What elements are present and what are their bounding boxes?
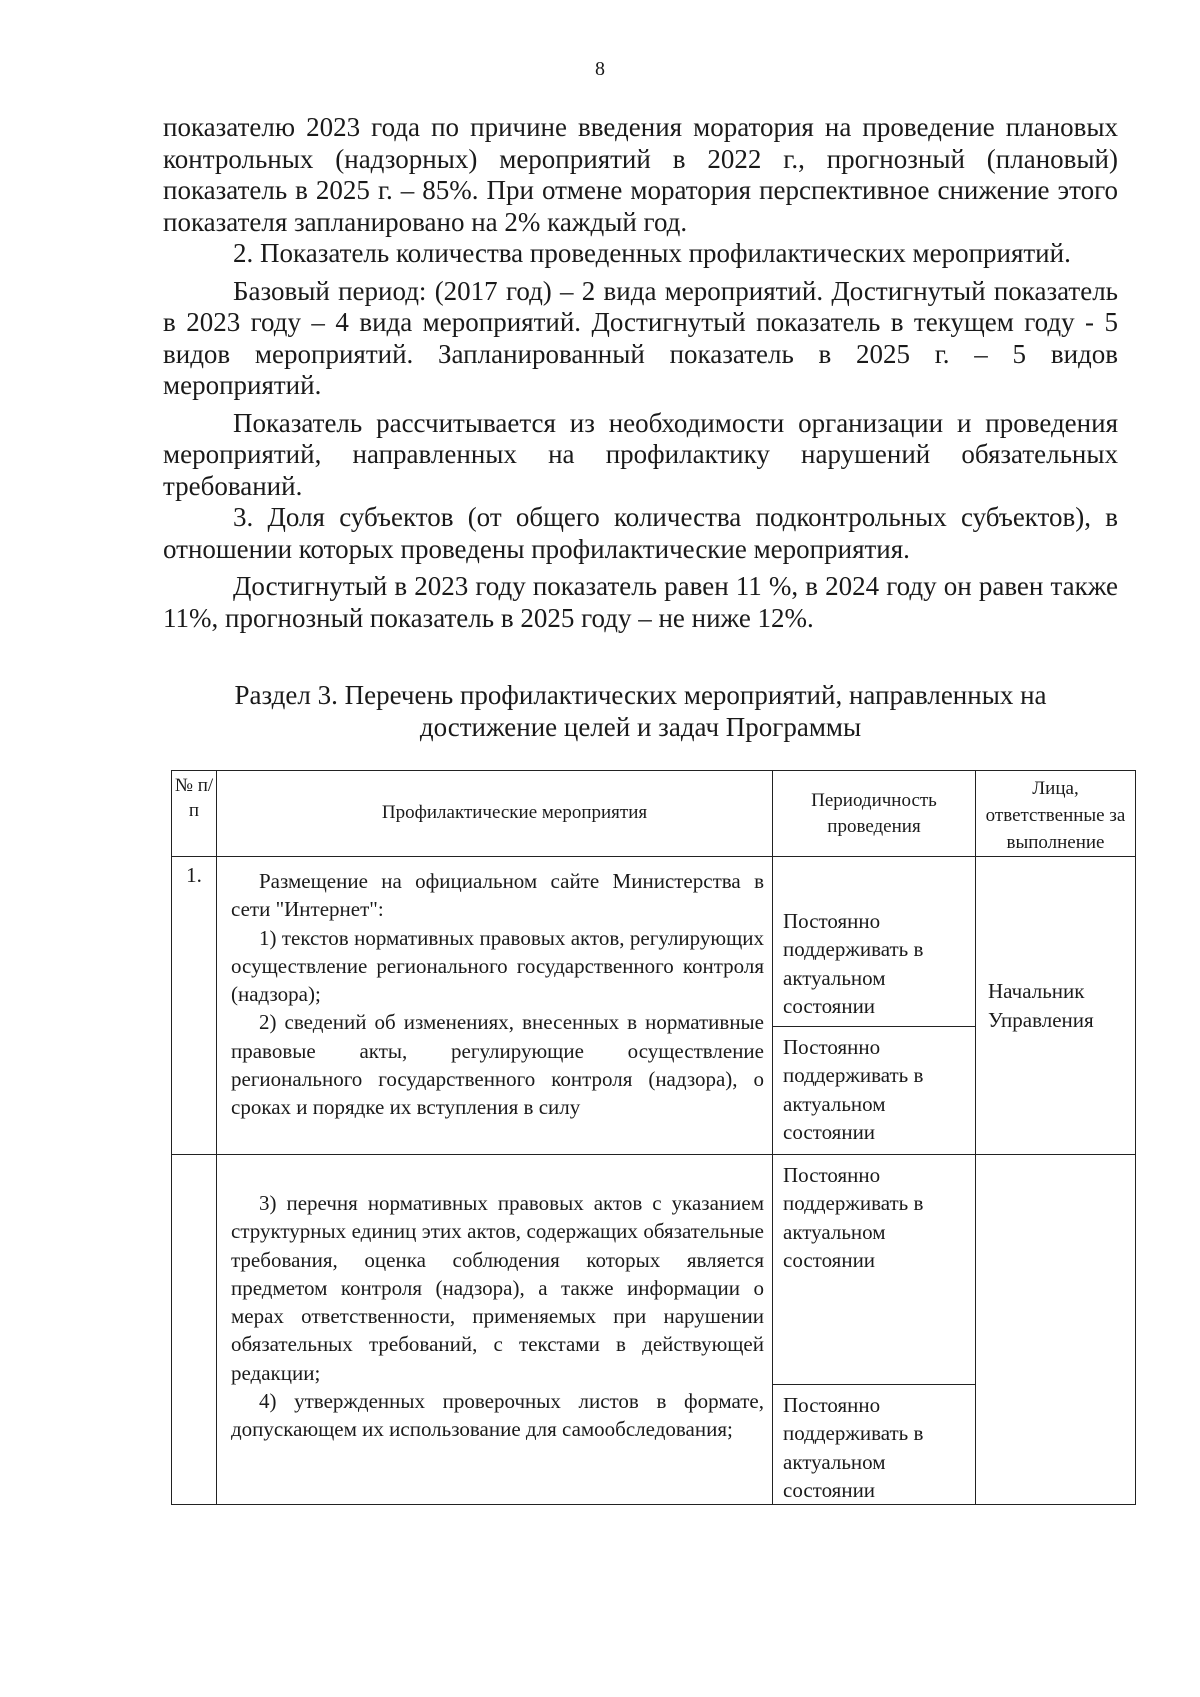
paragraph-indicator-3: 3. Доля субъектов (от общего количества подконтрольных субъектов), в отношении которых проведены профилактические мероприятия. <box>163 502 1118 564</box>
responsible-person <box>976 1155 1136 1505</box>
paragraph-base-period: Базовый период: (2017 год) – 2 вида мероприятий. Достигнутый показатель в 2023 году – 4 вида мероприятий. Достигнутый показатель в текущем году - 5 видов мероприятий. Запланированный показатель в 2025 г. – 5 видов мероприятий. <box>163 275 1118 400</box>
periodicity-1: Постоянно поддерживать в актуальном состоянии <box>773 857 976 1027</box>
row-activities <box>217 857 773 1155</box>
activity-item-4: 4) утвержденных проверочных листов в формате, допускающем их использование для самообследования; <box>231 1389 764 1442</box>
activity-intro: Размещение на официальном сайте Министерства в сети "Интернет": <box>231 869 764 922</box>
activity-item-1: 1) текстов нормативных правовых актов, регулирующих осуществление регионального государственного контроля (надзора); <box>231 925 764 1007</box>
paragraph-continuation: показателю 2023 года по причине введения моратория на проведение плановых контрольных (надзорных) мероприятий в 2022 г., прогнозный (плановый) показатель в 2025 г. – 85%. При отмене моратория перспективное снижение этого показателя запланировано на 2% каждый год. <box>163 112 1118 237</box>
activity-item-3: 3) перечня нормативных правовых актов с указанием структурных единиц этих актов, содержащих обязательные требования, оценка соблюдения которых является предметом контроля (надзора), а также информации о мерах ответственности, применяемых при нарушении обязательных требований, с текстами в действующей редакции; <box>231 1191 764 1385</box>
activity-item-2: 2) сведений об изменениях, внесенных в нормативные правовые акты, регулирующие осуществление регионального государственного контроля (надзора), о сроках и порядке их вступления в силу <box>231 1010 764 1120</box>
section-title-line1: Раздел 3. Перечень профилактических мероприятий, направленных на <box>234 680 1047 710</box>
periodicity-3: Постоянно поддерживать в актуальном состоянии <box>773 1155 976 1385</box>
body-text <box>163 112 1118 634</box>
table-row <box>172 857 1136 1027</box>
header-number: № п/п <box>172 771 217 857</box>
paragraph-calculation: Показатель рассчитывается из необходимости организации и проведения мероприятий, направленных на профилактику нарушений обязательных требований. <box>163 407 1118 501</box>
responsible-person: Начальник Управления <box>976 857 1136 1155</box>
table-header-row <box>172 771 1136 857</box>
page-number: 8 <box>595 58 605 80</box>
row-number: 1. <box>172 857 217 1155</box>
table-row <box>172 1155 1136 1385</box>
section-title <box>163 679 1118 743</box>
row-number <box>172 1155 217 1505</box>
measures-table <box>171 770 1136 1505</box>
section-title-line2: достижение целей и задач Программы <box>419 712 862 742</box>
paragraph-achieved: Достигнутый в 2023 году показатель равен 11 %, в 2024 году он равен также 11%, прогнозный показатель в 2025 году – не ниже 12%. <box>163 571 1118 633</box>
periodicity-4: Постоянно поддерживать в актуальном состоянии <box>773 1385 976 1505</box>
header-responsible: Лица, ответственные за выполнение <box>976 771 1136 857</box>
row-activities <box>217 1155 773 1505</box>
paragraph-indicator-2: 2. Показатель количества проведенных профилактических мероприятий. <box>233 238 1071 268</box>
periodicity-2: Постоянно поддерживать в актуальном состоянии <box>773 1027 976 1155</box>
header-activities: Профилактические мероприятия <box>217 771 773 857</box>
header-periodicity: Периодичность проведения <box>773 771 976 857</box>
